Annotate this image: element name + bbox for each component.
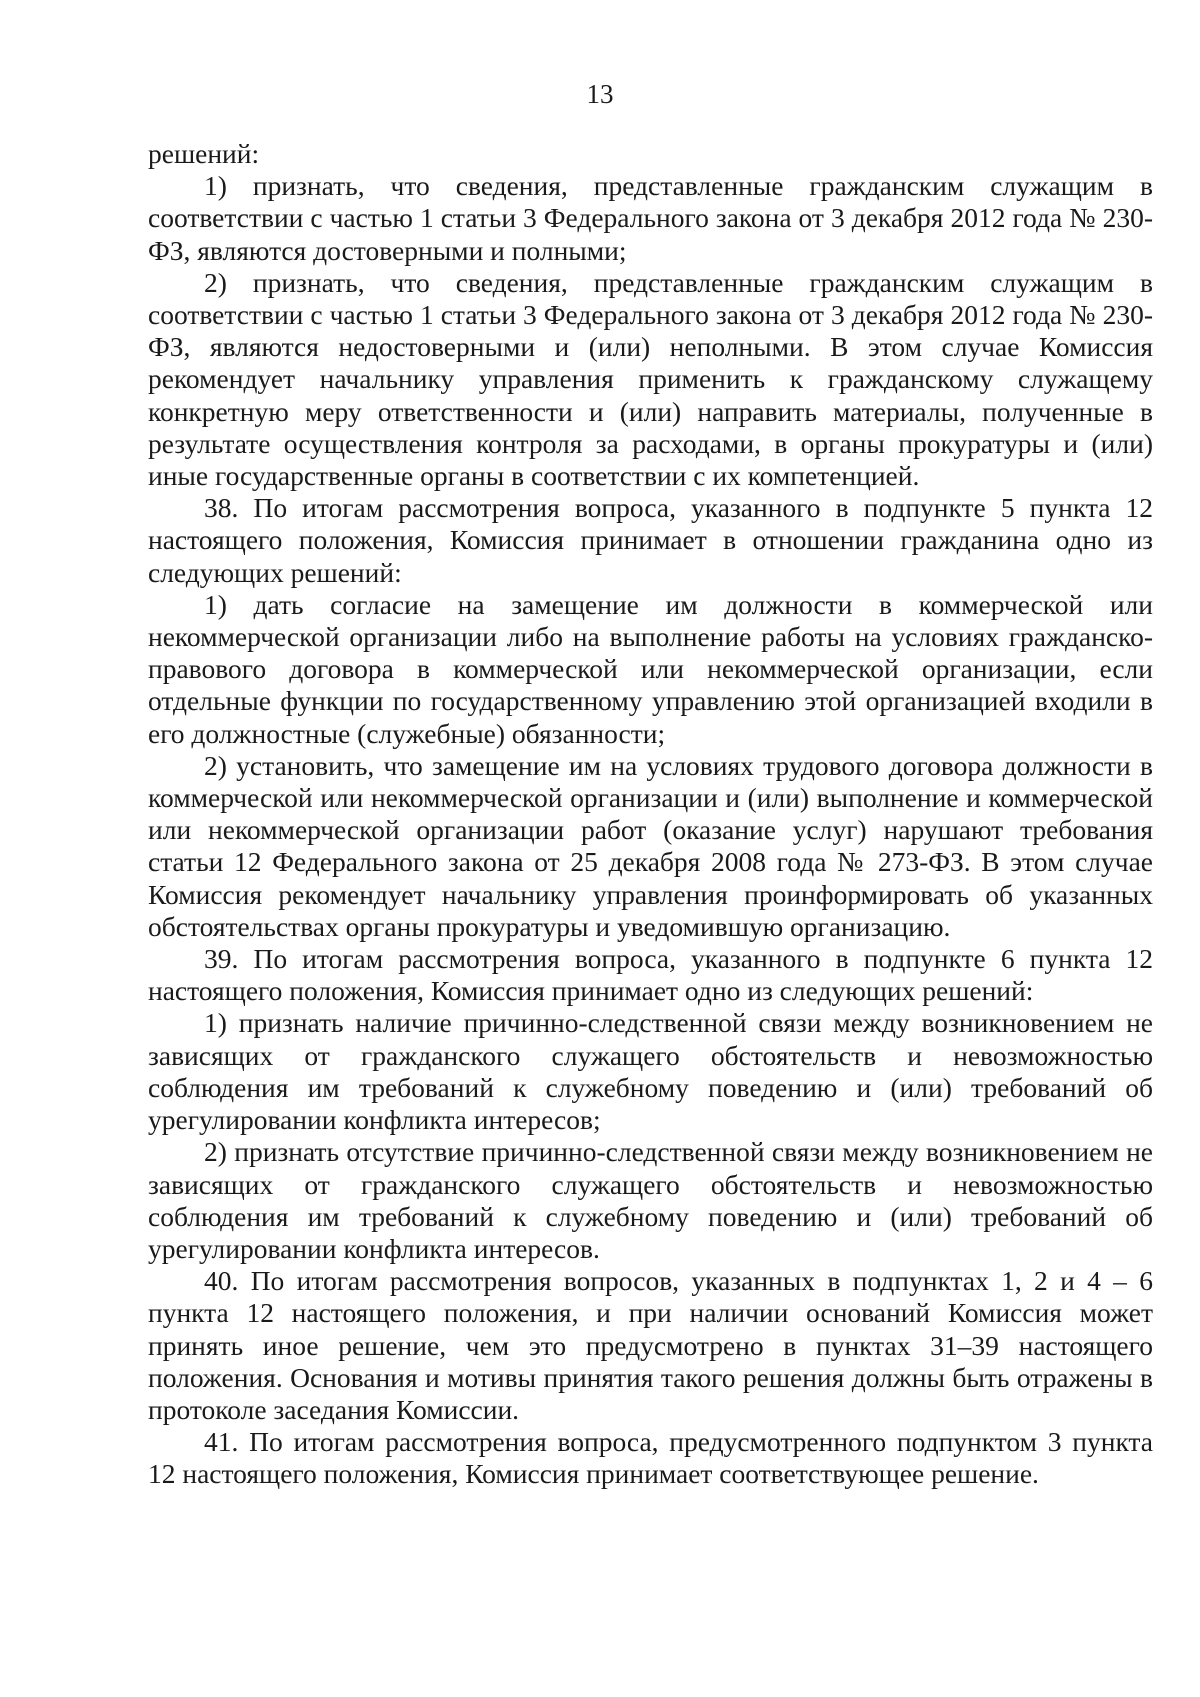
paragraph-item-37-2: 2) признать, что сведения, представленные гражданским служащим в соответствии с частью 1 статьи 3 Федерального закона от 3 декабря 2012 года № 230-ФЗ, являются недостоверными и (или) неполными. В этом случае Комиссия рекомендует начальнику управления применить к гражданскому служащему конкретную меру ответственности и (или) направить материалы, полученные в результате осуществления контроля за расходами, в органы прокуратуры и (или) иные государственные органы в соответствии с их компетенцией. xyxy=(148,266,1153,492)
paragraph-item-39-2: 2) признать отсутствие причинно-следственной связи между возникновением не зависящих от гражданского служащего обстоятельств и невозможностью соблюдения им требований к служебному поведению и (или) требований об урегулировании конфликта интересов. xyxy=(148,1136,1153,1264)
paragraph-item-39-1: 1) признать наличие причинно-следственной связи между возникновением не зависящих от гражданского служащего обстоятельств и невозможностью соблюдения им требований к служебному поведению и (или) требований об урегулировании конфликта интересов; xyxy=(148,1007,1153,1136)
paragraph-continuation: решений: xyxy=(148,138,260,169)
paragraph-38: 38. По итогам рассмотрения вопроса, указанного в подпункте 5 пункта 12 настоящего положения, Комиссия принимает в отношении гражданина одно из следующих решений: xyxy=(148,492,1153,588)
paragraph-item-38-2: 2) установить, что замещение им на условиях трудового договора должности в коммерческой или некоммерческой организации и (или) выполнение и коммерческой или некоммерческой организации работ (оказание услуг) нарушают требования статьи 12 Федерального закона от 25 декабря 2008 года № 273-ФЗ. В этом случае Комиссия рекомендует начальнику управления проинформировать об указанных обстоятельствах органы прокуратуры и уведомившую организацию. xyxy=(148,749,1153,942)
document-body xyxy=(148,138,1153,1491)
paragraph-39: 39. По итогам рассмотрения вопроса, указанного в подпункте 6 пункта 12 настоящего положения, Комиссия принимает одно из следующих решений: xyxy=(148,943,1153,1007)
page-number: 13 xyxy=(586,79,614,109)
paragraph-item-37-1: 1) признать, что сведения, представленные гражданским служащим в соответствии с частью 1 статьи 3 Федерального закона от 3 декабря 2012 года № 230-ФЗ, являются достоверными и полными; xyxy=(148,170,1153,266)
paragraph-41: 41. По итогам рассмотрения вопроса, предусмотренного подпунктом 3 пункта 12 настоящего положения, Комиссия принимает соответствующее решение. xyxy=(148,1426,1153,1490)
paragraph-item-38-1: 1) дать согласие на замещение им должности в коммерческой или некоммерческой организации либо на выполнение работы на условиях гражданско-правового договора в коммерческой или некоммерческой организации, если отдельные функции по государственному управлению этой организацией входили в его должностные (служебные) обязанности; xyxy=(148,588,1153,749)
paragraph-40: 40. По итогам рассмотрения вопросов, указанных в подпунктах 1, 2 и 4 – 6 пункта 12 настоящего положения, и при наличии оснований Комиссия может принять иное решение, чем это предусмотрено в пунктах 31–39 настоящего положения. Основания и мотивы принятия такого решения должны быть отражены в протоколе заседания Комиссии. xyxy=(148,1265,1153,1425)
